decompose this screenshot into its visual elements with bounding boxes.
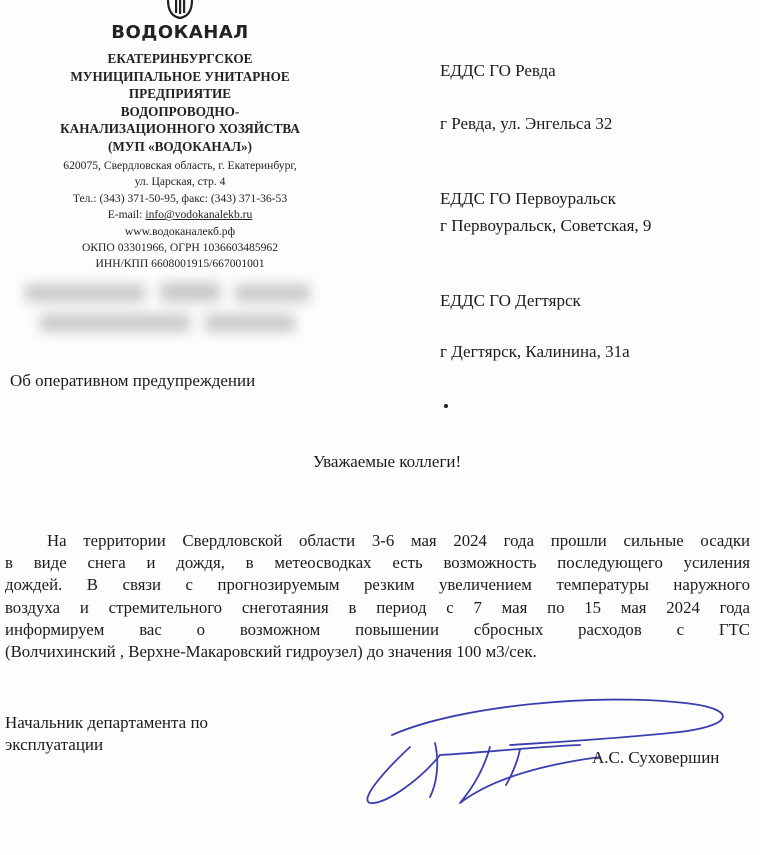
greeting: Уважаемые коллеги! [313, 452, 462, 471]
signer-title-line: Начальник департамента по [5, 713, 209, 732]
signer-name: А.С. Суховершин [592, 748, 720, 767]
recipient-address: г Дегтярск, Калинина, 31а [440, 342, 630, 361]
signer-title [5, 712, 208, 756]
email-label: E-mail: [107, 208, 146, 222]
org-contacts [20, 158, 340, 273]
org-line: КАНАЛИЗАЦИОННОГО ХОЗЯЙСТВА [60, 121, 300, 136]
body-line: в виде снега и дождя, в метеосводках есть возможность последующего усиления [5, 553, 750, 573]
recipient-address: г Ревда, ул. Энгельса 32 [440, 114, 613, 133]
recipient-address: г Первоуральск, Советская, 9 [440, 216, 652, 235]
org-line: ПРЕДПРИЯТИЕ [128, 86, 232, 101]
org-line: ВОДОПРОВОДНО- [120, 103, 240, 119]
address-line: 620075, Свердловская область, г. Екатеринбург, [63, 159, 297, 172]
okpo-line: ОКПО 03301966, ОГРН 1036603485962 [81, 241, 279, 255]
address-line: ул. Царская, стр. 4 [134, 175, 226, 189]
org-name: ВОДОКАНАЛ [111, 22, 249, 43]
body-line: (Волчихинский , Верхне-Макаровский гидроузел) до значения 100 м3/сек. [5, 642, 537, 662]
body-line: На территории Свердловской области 3-6 мая 2024 года прошли сильные осадки [47, 531, 750, 550]
email-line [20, 207, 340, 223]
email-link[interactable]: info@vodokanalekb.ru [145, 208, 253, 222]
org-line: (МУП «ВОДОКАНАЛ») [107, 138, 253, 154]
recipient-name: ЕДДС ГО Дегтярск [440, 291, 581, 310]
org-line: ЕКАТЕРИНБУРГСКОЕ [107, 51, 253, 66]
recipient-name: ЕДДС ГО Ревда [440, 61, 556, 80]
phone-line: Тел.: (343) 371-50-95, факс: (343) 371-36-53 [72, 191, 288, 205]
org-line: МУНИЦИПАЛЬНОЕ УНИТАРНОЕ [70, 68, 290, 84]
redacted-outgoing-number [20, 278, 320, 340]
stray-dot [444, 404, 448, 408]
org-full-name [20, 50, 340, 155]
body-line: дождей. В связи с прогнозируемым резким увеличением температуры наружного [5, 575, 750, 595]
letter-subject: Об оперативном предупреждении [10, 371, 256, 390]
recipient-name: ЕДДС ГО Первоуральск [440, 189, 616, 208]
vodokanal-logo-icon [165, 0, 195, 20]
body-line: воздуха и стремительного снеготаяния в период с 7 мая по 15 мая 2024 года [5, 597, 750, 617]
website-line: www.водоканалекб.рф [124, 224, 236, 238]
signer-title-line: эксплуатации [5, 735, 104, 754]
body-line: информируем вас о возможном повышении сбросных расходов с ГТС [5, 619, 750, 639]
inn-line: ИНН/КПП 6608001915/667001001 [95, 257, 265, 271]
letter-body [5, 530, 750, 663]
